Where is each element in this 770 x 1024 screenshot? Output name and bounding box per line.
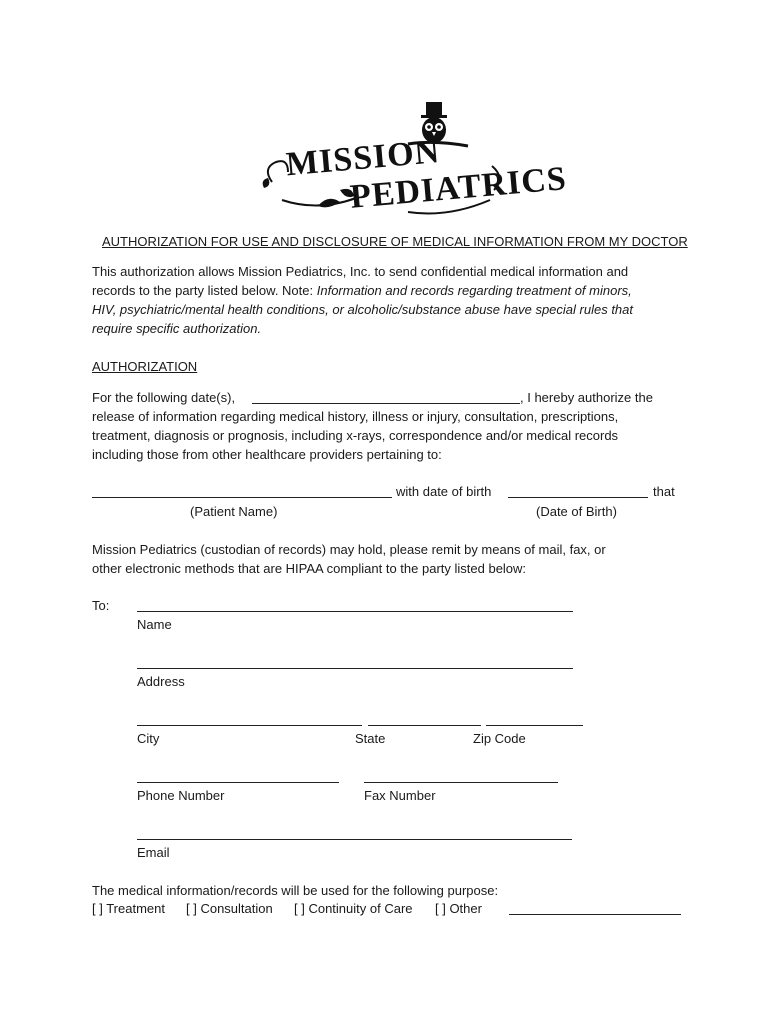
- authorization-line: including those from other healthcare providers pertaining to:: [92, 447, 442, 462]
- dates-suffix: , I hereby authorize the: [520, 390, 653, 405]
- purpose-option-continuity-of-care[interactable]: [ ] Continuity of Care: [294, 901, 413, 916]
- email-label: Email: [137, 845, 170, 860]
- name-label: Name: [137, 617, 172, 632]
- to-label: To:: [92, 598, 110, 613]
- custodian-paragraph: [92, 540, 606, 578]
- intro-line-italic: HIV, psychiatric/mental health conditions, or alcoholic/substance abuse have special rules that: [92, 302, 633, 317]
- dob-text: with date of birth: [396, 484, 492, 499]
- dob-caption: (Date of Birth): [536, 504, 617, 519]
- phone-number-label: Phone Number: [137, 788, 225, 803]
- city-field[interactable]: [137, 725, 362, 726]
- recipient-name-field[interactable]: [137, 611, 573, 612]
- fax-number-field[interactable]: [364, 782, 558, 783]
- intro-line: records to the party listed below. Note: Information and records regarding treatment of minors,: [92, 283, 632, 298]
- purpose-line: The medical information/records will be used for the following purpose:: [92, 883, 499, 898]
- city-label: City: [137, 731, 160, 746]
- state-label: State: [355, 731, 386, 746]
- state-field[interactable]: [368, 725, 481, 726]
- custodian-line: Mission Pediatrics (custodian of records) may hold, please remit by means of mail, fax, or: [92, 542, 606, 557]
- address-field[interactable]: [137, 668, 573, 669]
- svg-text:PEDIATRICS: PEDIATRICS: [348, 160, 569, 216]
- intro-line-italic: require specific authorization.: [92, 321, 262, 336]
- email-field[interactable]: [137, 839, 572, 840]
- authorization-line: release of information regarding medical history, illness or injury, consultation, prescriptions,: [92, 409, 619, 424]
- other-purpose-field[interactable]: [509, 914, 681, 915]
- form-title: AUTHORIZATION FOR USE AND DISCLOSURE OF MEDICAL INFORMATION FROM MY DOCTOR: [102, 234, 688, 249]
- zip-code-label: Zip Code: [473, 731, 526, 746]
- svg-text:MISSION: MISSION: [284, 133, 442, 184]
- mission-pediatrics-logo: [258, 96, 569, 220]
- patient-name-field[interactable]: [92, 497, 392, 498]
- address-label: Address: [137, 674, 185, 689]
- authorization-paragraph: [92, 407, 618, 464]
- fax-number-label: Fax Number: [364, 788, 436, 803]
- purpose-option-consultation[interactable]: [ ] Consultation: [186, 901, 273, 916]
- authorization-heading: AUTHORIZATION: [92, 359, 198, 374]
- authorization-line: treatment, diagnosis or prognosis, including x-rays, correspondence and/or medical records: [92, 428, 619, 443]
- intro-line: This authorization allows Mission Pediatrics, Inc. to send confidential medical information and: [92, 264, 629, 279]
- intro-paragraph: [92, 262, 633, 338]
- that-text: that: [653, 484, 675, 499]
- owl-top-hat-icon: [258, 96, 569, 220]
- dates-field[interactable]: [252, 403, 520, 404]
- patient-name-caption: (Patient Name): [190, 504, 278, 519]
- purpose-option-treatment[interactable]: [ ] Treatment: [92, 901, 165, 916]
- custodian-line: other electronic methods that are HIPAA compliant to the party listed below:: [92, 561, 527, 576]
- date-of-birth-field[interactable]: [508, 497, 648, 498]
- dates-prefix: For the following date(s),: [92, 390, 236, 405]
- zip-code-field[interactable]: [486, 725, 583, 726]
- purpose-option-other[interactable]: [ ] Other: [435, 901, 482, 916]
- phone-number-field[interactable]: [137, 782, 339, 783]
